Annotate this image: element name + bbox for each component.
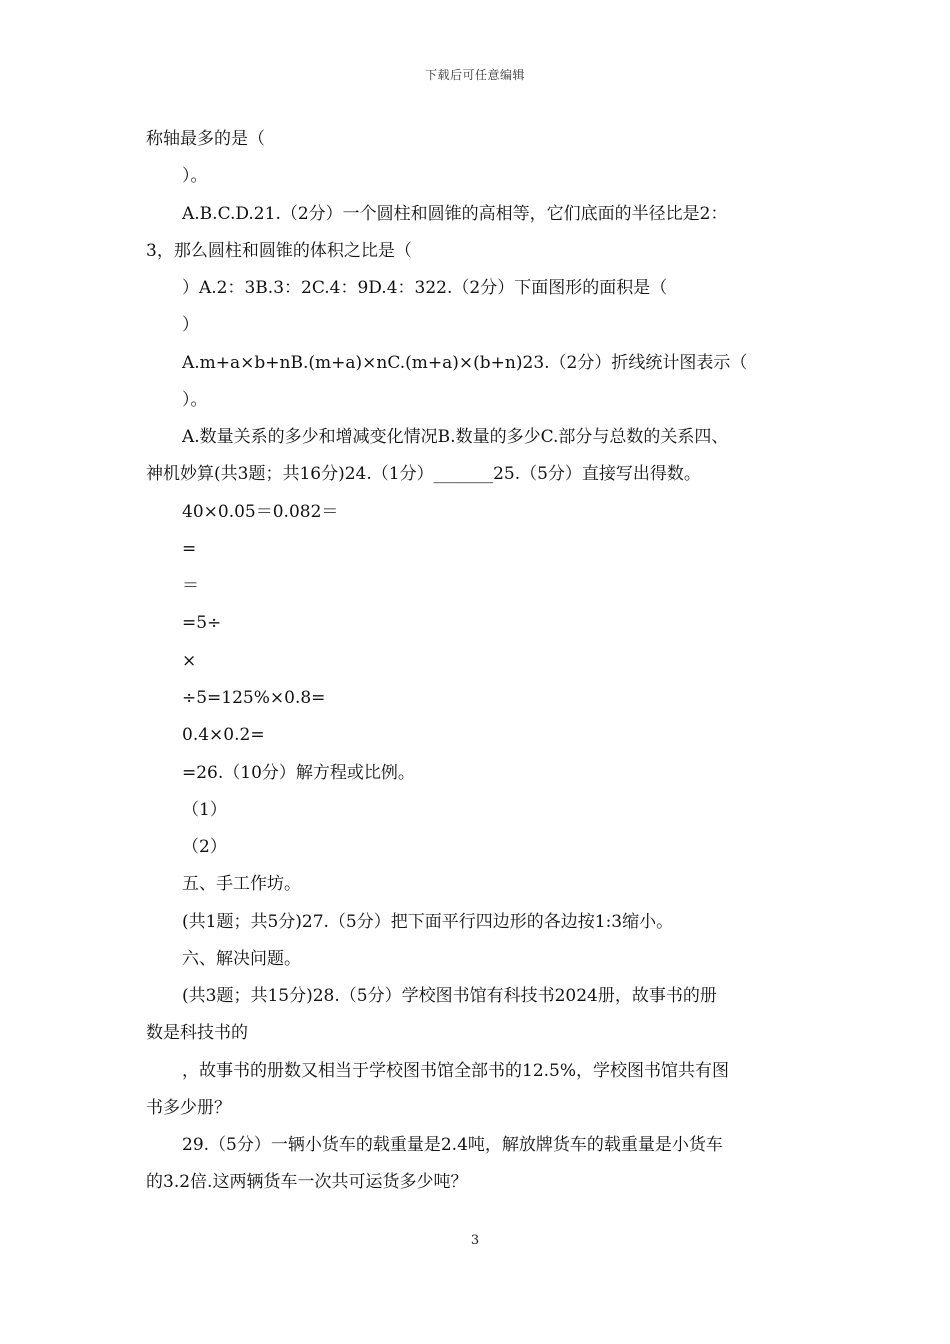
text-line: （2） (182, 837, 227, 857)
text-line: 40×0.05＝0.082＝ (182, 502, 339, 522)
page-header: 下载后可任意编辑 (424, 68, 525, 82)
section-heading: 六、解决问题。 (182, 949, 301, 969)
section-heading: 五、手工作坊。 (182, 874, 301, 894)
text-line: 3，那么圆柱和圆锥的体积之比是（ (146, 241, 412, 261)
page-number: 3 (470, 1233, 480, 1248)
text-line: 0.4×0.2= (182, 725, 265, 745)
text-line: ）。 (182, 390, 208, 410)
text-line: × (182, 651, 197, 671)
text-line: 神机妙算(共3题；共16分)24.（1分）_______25.（5分）直接写出得数。 (146, 464, 701, 484)
text-line: =5÷ (182, 613, 222, 633)
text-line: ＝ (182, 576, 199, 596)
text-line: A.B.C.D.21.（2分）一个圆柱和圆锥的高相等，它们底面的半径比是2： (182, 204, 728, 224)
text-line: ） (182, 315, 199, 335)
text-line: 书多少册？ (146, 1098, 231, 1118)
text-line: A.m+a×b+nB.(m+a)×nC.(m+a)×(b+n)23.（2分）折线统计图表示（ (182, 353, 748, 373)
text-line: ）。 (182, 166, 208, 186)
text-line: （1） (182, 800, 227, 820)
text-line: ，故事书的册数又相当于学校图书馆全部书的12.5%，学校图书馆共有图 (182, 1061, 730, 1081)
text-line: (共1题；共5分)27.（5分）把下面平行四边形的各边按1:3缩小。 (182, 912, 674, 932)
text-line: 的3.2倍.这两辆货车一次共可运货多少吨？ (146, 1172, 468, 1192)
text-line: = (182, 539, 197, 559)
text-line: A.数量关系的多少和增减变化情况B.数量的多少C.部分与总数的关系四、 (182, 427, 729, 447)
text-line: (共3题；共15分)28.（5分）学校图书馆有科技书2024册，故事书的册 (182, 986, 717, 1006)
text-line: 29.（5分）一辆小货车的载重量是2.4吨，解放牌货车的载重量是小货车 (182, 1135, 723, 1155)
text-line: 数是科技书的 (146, 1023, 248, 1043)
text-line: 称轴最多的是（ (146, 129, 265, 149)
text-line: ÷5=125%×0.8= (182, 688, 326, 708)
text-line: ）A.2：3B.3：2C.4：9D.4：322.（2分）下面图形的面积是（ (182, 278, 668, 298)
text-line: =26.（10分）解方程或比例。 (182, 763, 415, 783)
